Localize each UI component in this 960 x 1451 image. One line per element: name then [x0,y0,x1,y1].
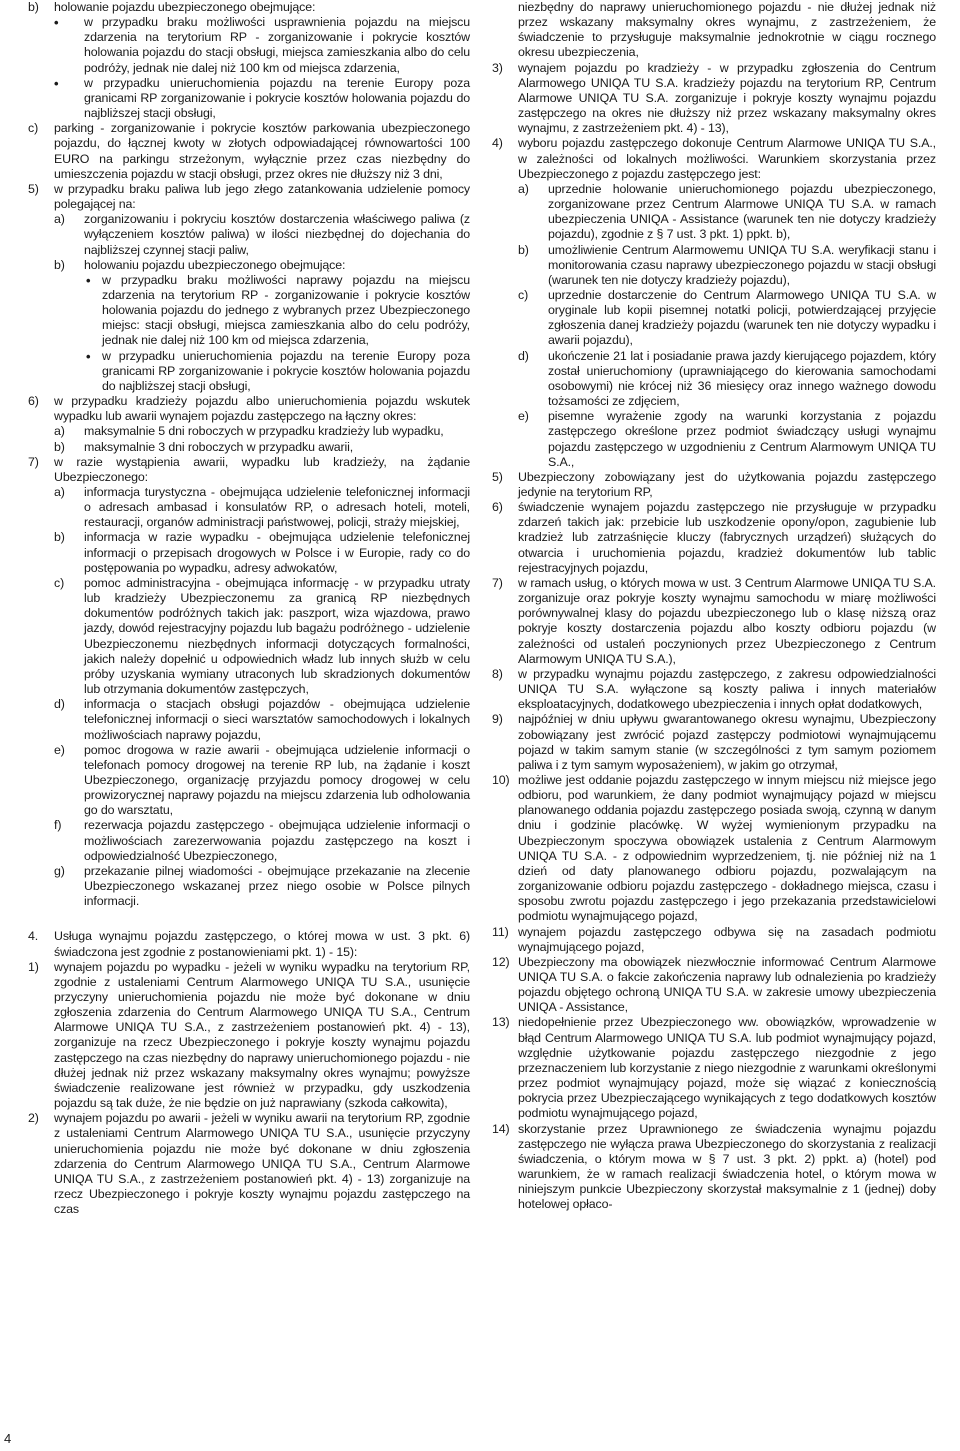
list-item [28,0,470,15]
list-item-text: wynajem pojazdu po wypadku - jeżeli w wyniku wypadku na terytorium RP, zgodnie z ustaleniami Centrum Alarmowego UNIQA TU S.A., usunięcie przyczyny unieruchomienia pojazdu nie może być dokonane w dniu zgłoszenia zdarzenia do Centrum Alarmowego UNIQA TU S.A., Centrum Alarmowe UNIQA TU S.A., z zastrzeżeniem postanowień pkt. 4) - 13), zorganizuje na rzecz Ubezpieczonego i pokryje koszty wynajmu pojazdu zastępczego na czas niezbędny do naprawy unieruchomionego pojazdu - nie dłużej jednak niż przez wskazany maksymalny okres wynajmu; powyższe świadczenie realizowane jest również w przypadku, gdy uszkodzenia pojazdu są tak duże, że nie będzie on już naprawiany (szkoda całkowita), [54,959,470,1111]
right-column [492,0,936,1213]
list-item-label: a) [54,212,65,227]
list-item-label: 13) [492,1015,510,1030]
list-item-label: 9) [492,712,503,727]
list-item-label: c) [518,287,529,302]
list-item-text: wynajem pojazdu zastępczego odbywa się na zasadach podmiotu wynajmującego pojazd, [518,924,936,954]
left-column [28,0,470,1217]
list-item-text: zorganizowaniu i pokryciu kosztów dostarczenia właściwego paliwa (z wyłączeniem kosztów paliwa) w ilości niezbędnej do dojechania do najbliższej czynnej stacji paliw, [84,212,470,257]
list-item-text: Usługa wynajmu pojazdu zastępczego, o której mowa w ust. 3 pkt. 6) świadczona jest zgodnie z postanowieniami pkt. 1) - 15): [54,929,470,959]
list-item-text: niedopełnienie przez Ubezpieczonego ww. obowiązków, wprowadzenie w błąd Centrum Alarmowego UNIQA TU S.A. lub podmiot wynajmujący pojazd, względnie użytkowanie pojazdu zastępczego niezgodnie z jego przeznaczeniem lub korzystanie z niego niezgodnie z warunkami określonymi przez podmiot wynajmujący pojazd, może się wiązać z koniecznością pokrycia przez Ubezpieczającego wynikających z tego dodatkowych kosztów podmiotu wynajmującego pojazd, [518,1015,936,1121]
list-item [492,500,936,576]
list-item [28,258,470,273]
list-item-label: 11) [492,924,509,939]
list-item-text: w przypadku kradzieży pojazdu albo unieruchomienia pojazdu wskutek wypadku lub awarii wynajem pojazdu zastępczego na łączny okres: [54,394,470,424]
list-item [28,424,470,439]
list-item [492,773,936,925]
list-item [28,394,470,424]
bullet-item [28,15,470,76]
list-item-label: 8) [492,666,503,681]
list-item [492,243,936,288]
list-item-label: 6) [492,500,503,515]
list-item [28,929,470,959]
list-item-label: 14) [492,1121,510,1136]
list-item-text: możliwe jest oddanie pojazdu zastępczego w innym miejscu niż miejsce jego odbioru, pod warunkiem, że dany podmiot wynajmujący pojazd w miejscu planowanego oddania pojazdu zastępczego posiada swoją, czynną w danym dniu i godzinie placówkę. W wyżej wymienionym przypadku na Ubezpieczonym spoczywa obowiązek ustalenia z Centrum Alarmowym UNIQA TU S.A. - z odpowiednim wyprzedzeniem, tj. nie później niż na 1 dzień od daty planowanego odbioru pojazdu, pozwalającym na zorganizowanie odbioru pojazdu zastępczego - dokładnego miejsca, czasu i sposobu zwrotu pojazdu zastępczego i jego przekazania przedstawicielowi podmiotu wynajmującego pojazd, [518,772,936,924]
list-item [492,409,936,470]
list-item-text: rezerwacja pojazdu zastępczego - obejmująca udzielenie informacji o możliwościach zarezerwowania pojazdu zastępczego na koszt i odpowiedzialność Ubezpieczonego, [84,818,470,863]
list-item [492,470,936,500]
list-item-text: pomoc administracyjna - obejmująca informację - w przypadku utraty lub kradzieży Ubezpieczonemu za granicą RP niezbędnych dokumentów podróżnych takich jak: paszport, wiza wjazdowa, prawo jazdy, dowód rejestracyjny pojazdu lub bagażu podróżnego - udzielenie Ubezpieczonemu niezbędnych informacji dotyczących formalności, jakich należy dopełnić u odpowiednich władz lub innych służb w celu próby uzyskania wymiany utraconych lub skradzionych dokumentów lub otrzymania dokumentów zastępczych, [84,575,470,697]
list-item [28,960,470,1112]
list-item [28,576,470,697]
list-item-text: w razie wystąpienia awarii, wypadku lub kradzieży, na żądanie Ubezpieczonego: [54,454,470,484]
list-item-label: d) [54,697,65,712]
list-item [492,288,936,349]
list-item-text: Ubezpieczony ma obowiązek niezwłocznie informować Centrum Alarmowe UNIQA TU S.A. o fakcie zakończenia naprawy lub odnalezienia po kradzieży pojazdu objętego ochroną UNIQA TU S.A. w zakresie umowy ubezpieczenia UNIQA - Assistance, [518,954,936,1015]
list-item-label: 7) [28,454,39,469]
list-item [492,925,936,955]
list-item-text: holowanie pojazdu ubezpieczonego obejmujące: [54,0,316,14]
list-item [28,440,470,455]
list-item-text: najpóźniej w dniu upływu gwarantowanego okresu wynajmu, Ubezpieczony zobowiązany jest zwrócić pojazd zastępczy podmiotowi wynajmującemu pojazd w takim samym stanie (w szczególności z tym samym poziomem paliwa i z tym samym wyposażeniem), w jakim go otrzymał, [518,712,936,772]
list-item-text: maksymalnie 5 dni roboczych w przypadku kradzieży lub wypadku, [84,424,444,439]
list-item-text: umożliwienie Centrum Alarmowemu UNIQA TU S.A. weryfikacji stanu i monitorowania czasu naprawy ubezpieczonego pojazdu w stacji obsługi (warunek ten nie dotyczy kradzieży pojazdu), [548,242,936,287]
list-item-label: 6) [28,394,39,409]
list-item-text: świadczenie wynajem pojazdu zastępczego nie przysługuje w przypadku zdarzeń takich jak: przebicie lub uszkodzenie opony/opon, zagubienie lub kradzież lub zatrzaśnięcie kluczy (fabrycznych urządzeń) służących do otwarcia i uruchomienia pojazdu, kradzież dokumentów lub tablic rejestracyjnych pojazdu, [518,500,936,575]
list-item-label: d) [518,348,529,363]
list-item-text: niezbędny do naprawy unieruchomionego pojazdu - nie dłużej jednak niż przez wskazany maksymalny okres wynajmu, z zastrzeżeniem, że świadczenie to przysługuje maksymalnie jednokrotnie w ciągu rocznego okresu ubezpieczenia, [518,0,936,60]
list-item-label: 4. [28,929,39,944]
list-item-label: 3) [492,60,503,75]
list-item-text: uprzednie dostarczenie do Centrum Alarmowego UNIQA TU S.A. w oryginale lub kopii pisemnej notatki policji, potwierdzającej przyjęcie zgłoszenia danej kradzieży pojazdu (warunek ten nie dotyczy wypadku i awarii pojazdu), [548,287,936,348]
list-item [492,576,936,667]
list-item [492,349,936,410]
list-item-text: wynajem pojazdu po kradzieży - w przypadku zgłoszenia do Centrum Alarmowego UNIQA TU S.A. kradzieży pojazdu na terytorium RP, Centrum Alarmowe UNIQA TU S.A. zorganizuje i pokryje koszty wynajmu pojazdu zastępczego na okres nie dłuższy niż przez wskazany maksymalny okres wynajmu, z zastrzeżeniem pkt. 4) - 13), [518,60,936,136]
list-item-text: ukończenie 21 lat i posiadanie prawa jazdy kierującego pojazdem, który został unieruchomiony (uprawniającego do kierowania samochodami osobowymi) nie krócej niż 36 miesięcy oraz innego ważnego dowodu tożsamości ze zdjęciem, [548,348,936,409]
list-item-label: b) [28,0,39,14]
list-item-label: 5) [28,181,39,196]
list-item [492,712,936,773]
list-item [492,61,936,137]
list-item-label: a) [54,424,65,439]
list-item-label: c) [54,575,65,590]
list-item-label: • [86,272,91,288]
list-item-text: pisemne wyrażenie zgody na warunki korzystania z pojazdu zastępczego określone przez podmiot świadczący usługi wynajmu pojazdu zastępczego w uzgodnieniu z Centrum Alarmowym UNIQA TU S.A., [548,409,936,469]
list-item [492,667,936,712]
list-item-label: b) [54,530,65,545]
list-item [28,530,470,575]
list-item-label: • [54,75,59,91]
list-item-label: b) [54,257,65,272]
list-item [492,1122,936,1213]
list-item-label: a) [54,485,65,499]
list-item-text: w przypadku wynajmu pojazdu zastępczego, z zakresu odpowiedzialności UNIQA TU S.A. wyłączone są koszty paliwa i innych materiałów eksploatacyjnych, dodatkowego ubezpieczenia i innych opłat dodatkowych, [518,666,936,712]
list-item-label: b) [54,439,65,454]
list-item-text: w przypadku unieruchomienia pojazdu na terenie Europy poza granicami RP zorganizowanie i pokrycie kosztów holowania pojazdu do najbliższej stacji obsługi, [102,348,470,393]
list-item [28,697,470,742]
list-item [492,1015,936,1121]
list-item-text: przekazanie pilnej wiadomości - obejmujące przekazanie na zlecenie Ubezpieczonego wskazanej przez niego osobie w Polsce pilnych informacji. [84,863,470,909]
list-item-label: f) [54,818,62,833]
list-item-label: 12) [492,954,510,969]
list-item-text: w przypadku braku paliwa lub jego złego zatankowania udzielenie pomocy polegającej na: [54,181,470,212]
list-item-label: • [86,348,91,364]
list-item-text: Ubezpieczony zobowiązany jest do użytkowania pojazdu zastępczego jedynie na terytorium RP, [518,469,936,499]
list-item-text: w przypadku unieruchomienia pojazdu na terenie Europy poza granicami RP zorganizowanie i pokrycie kosztów holowania pojazdu do najbliższej stacji obsługi, [84,75,470,121]
list-item-text: skorzystanie przez Uprawnionego ze świadczenia wynajmu pojazdu zastępczego nie wyłącza prawa Ubezpieczonego do skorzystania z realizacji świadczenia, o którym mowa w § 7 ust. 3 pkt. 2) ppkt. a) (hotel) pod warunkiem, że w ramach realizacji świadczenia hotel, o którym mowa w niniejszym punkcie Ubezpieczony skorzystał maksymalnie z 1 (jednej) doby hotelowej opłaco- [518,1121,936,1212]
list-item-text: w przypadku braku możliwości usprawnienia pojazdu na miejscu zdarzenia na terytorium RP - zorganizowanie i pokrycie kosztów holowania pojazdu do stacji obsługi, miejsca zamieszkania albo do celu podróży, jednak nie dalej niż 100 km od miejsca zdarzenia, [84,15,470,75]
bullet-item [28,76,470,121]
list-item-text: w ramach usług, o których mowa w ust. 3 Centrum Alarmowe UNIQA TU S.A. zorganizuje oraz pokryje koszty wynajmu samochodu w miarę możliwości porównywalnej klasy do pojazdu ubezpieczonego lub o klasę niższą oraz pokryje koszty dostarczenia pojazdu albo koszty odbioru pojazdu (w zależności od ustaleń poczynionych przez Ubezpieczonego z Centrum Alarmowym UNIQA TU S.A.), [518,575,936,666]
list-item-label: • [54,15,59,31]
list-item [28,818,470,863]
list-item-label: c) [28,121,39,136]
list-item [492,182,936,243]
list-item [28,864,470,909]
list-item-label: 4) [492,136,503,151]
list-item-text: wynajem pojazdu po awarii - jeżeli w wyniku awarii na terytorium RP, zgodnie z ustaleniami Centrum Alarmowego UNIQA TU S.A., usunięcie przyczyny unieruchomienia pojazdu nie może być dokonane w dniu zgłoszenia zdarzenia do Centrum Alarmowego UNIQA TU S.A., Centrum Alarmowe UNIQA TU S.A., z zastrzeżeniem postanowień pkt. 4) - 13) zorganizuje na rzecz Ubezpieczonego i pokryje koszty wynajmu pojazdu zastępczego na czas [54,1111,470,1217]
list-item-label: 5) [492,469,503,484]
list-item-text: maksymalnie 3 dni roboczych w przypadku awarii, [84,439,354,454]
list-item [492,0,936,61]
list-item [28,212,470,257]
list-item-label: 7) [492,575,503,590]
list-item-text: wyboru pojazdu zastępczego dokonuje Centrum Alarmowe UNIQA TU S.A., w zależności od lokalnych możliwości. Warunkiem skorzystania przez Ubezpieczonego z pojazdu zastępczego jest: [518,136,936,181]
list-item [492,136,936,181]
list-item-text: pomoc drogowa w razie awarii - obejmująca udzielenie informacji o telefonach pomocy drogowej na terenie RP lub, na żądanie i koszt Ubezpieczonego, organizację przyjazdu pomocy drogowej w celu prowizorycznej naprawy pojazdu na miejscu zdarzenia lub odholowania go do warsztatu, [84,742,470,818]
list-item [28,455,470,485]
list-item-label: b) [518,242,529,257]
list-item [28,485,470,530]
list-item [492,955,936,1016]
list-item-text: parking - zorganizowanie i pokrycie kosztów parkowania ubezpieczonego pojazdu, do łącznej kwoty w złotych odpowiadającej równowartości 100 EURO na parkingu strzeżonym, wyłącznie przez czas niezbędny do umieszczenia pojazdu w stacji obsługi, przez okres nie dłuższy niż 3 dni, [54,121,470,181]
list-item-label: 2) [28,1111,39,1126]
list-item-label: a) [518,181,529,196]
list-item-text: uprzednie holowanie unieruchomionego pojazdu ubezpieczonego, zorganizowane przez Centrum Alarmowe UNIQA TU S.A. w ramach ubezpieczenia UNIQA - Assistance (warunek ten nie dotyczy kradzieży pojazdu), zgodnie z § 7 ust. 3 pkt. 1) ppkt. b), [548,181,936,242]
list-item-text: informacja turystyczna - obejmująca udzielenie telefonicznej informacji o adresach ambasad i konsulatów RP, o adresach hoteli, moteli, restauracji, organów administracji państwowej, policji, straży miejskiej, [84,485,470,530]
list-item-text: informacja o stacjach obsługi pojazdów - obejmująca udzielenie telefonicznej informacji o sieci warsztatów samochodowych i lokalnych możliwościach naprawy pojazdu, [84,697,470,742]
list-item-label: e) [54,742,65,757]
list-item [28,1111,470,1217]
bullet-item [28,349,470,394]
list-item-text: informacja w razie wypadku - obejmująca udzielenie telefonicznej informacji o przepisach drogowych w Polsce i w Europie, rady co do postępowania po wypadku, adresy adwokatów, [84,530,470,575]
list-item-label: 1) [28,959,39,974]
list-item-text: holowaniu pojazdu ubezpieczonego obejmujące: [84,257,346,272]
bullet-item [28,273,470,349]
list-item [28,121,470,182]
list-item [28,743,470,819]
list-item-text: w przypadku braku możliwości naprawy pojazdu na miejscu zdarzenia na terytorium RP - zorganizowanie i pokrycie kosztów holowania pojazdu do jednego z wybranych przez Ubezpieczonego miejsc: stacji obsługi, miejsca zamieszkania albo do celu podróży, jednak nie dalej niż 100 km od miejsca zdarzenia, [102,272,470,348]
page-number: 4 [4,1431,12,1446]
list-item-label: e) [518,409,529,424]
list-item-label: 10) [492,772,510,787]
list-item [28,182,470,212]
list-item-label: g) [54,863,65,878]
